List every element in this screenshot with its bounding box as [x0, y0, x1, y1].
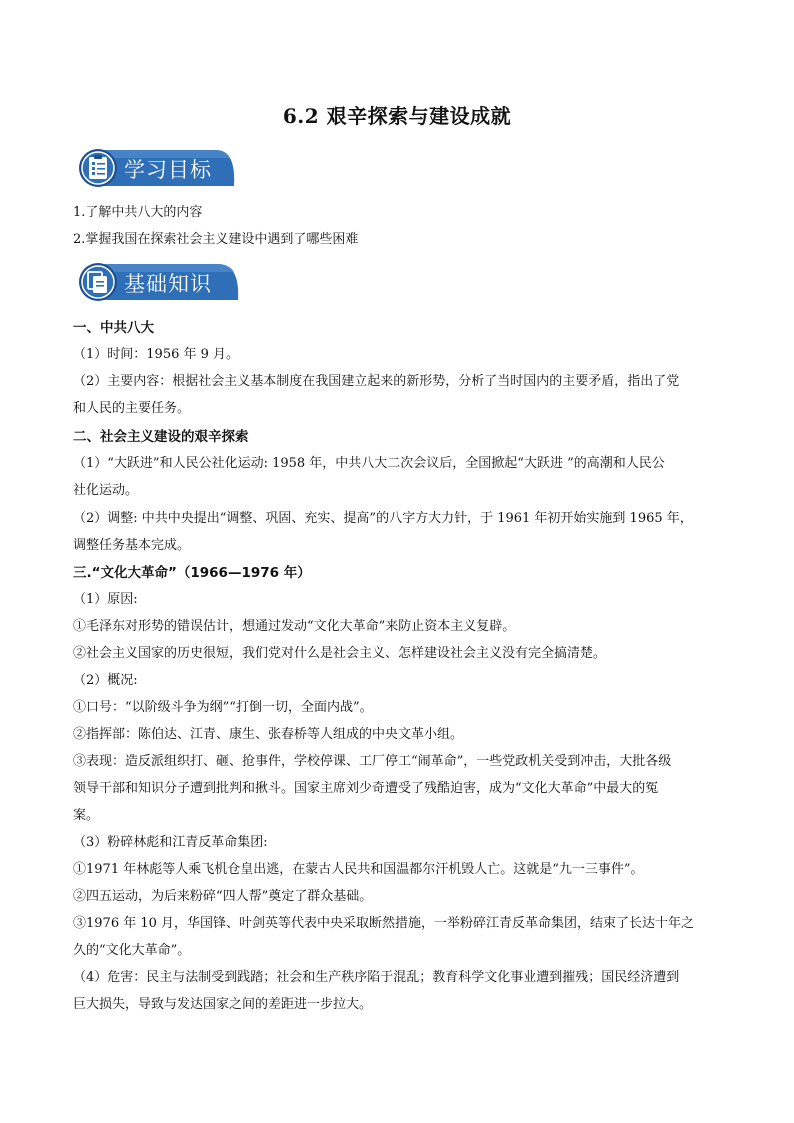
section-heading: 三.“文化大革命”（1966—1976 年） [73, 565, 311, 581]
paragraph: ①口号：“以阶级斗争为纲”“打倒一切，全面内战”。 [73, 700, 373, 715]
paragraph: （4）危害：民主与法制受到践踏；社会和生产秩序陷于混乱；教育科学文化事业遭到摧残；国民经济遭到 [73, 970, 680, 985]
paragraph: 领导干部和知识分子遭到批判和揪斗。国家主席刘少奇遭受了残酷迫害，成为“文化大革命”中最大的冤 [73, 781, 659, 796]
paragraph: 久的“文化大革命”。 [73, 943, 191, 958]
paragraph: ②四五运动，为后来粉碎“四人帮”奠定了群众基础。 [73, 889, 373, 904]
goal-item: 1.了解中共八大的内容 [73, 205, 203, 220]
paragraph: 巨大损失，导致与发达国家之间的差距进一步拉大。 [73, 997, 373, 1012]
paragraph: ①1971 年林彪等人乘飞机仓皇出逃，在蒙古人民共和国温都尔汗机毁人亡。这就是“九一三事件”。 [73, 862, 644, 877]
goal-item: 2.掌握我国在探索社会主义建设中遇到了哪些困难 [73, 232, 359, 247]
paragraph: 案。 [73, 808, 100, 823]
knowledge-banner-label: 基础知识 [124, 272, 212, 296]
goals-banner-label: 学习目标 [124, 158, 212, 182]
clipboard-icon [89, 155, 107, 179]
paragraph: ①毛泽东对形势的错误估计，想通过发动“文化大革命”来防止资本主义复辟。 [73, 619, 516, 634]
goals-banner [78, 148, 236, 188]
paragraph: （2）概况: [73, 673, 138, 688]
paragraph: 调整任务基本完成。 [73, 538, 191, 553]
paragraph: （2）调整: 中共中央提出“调整、巩固、充实、提高”的八字方大力针，于 1961 年初开始实施到 1965 年， [73, 511, 693, 526]
paragraph: 社化运动。 [73, 483, 139, 498]
section-heading: 一、中共八大 [73, 320, 154, 336]
paragraph: （3）粉碎林彪和江青反革命集团: [73, 835, 268, 850]
page-title: 6.2 艰辛探索与建设成就 [282, 104, 512, 128]
paragraph: ③1976 年 10 月，华国锋、叶剑英等代表中央采取断然措施，一举粉碎江青反革命集团，结束了长达十年之 [73, 916, 695, 931]
paragraph: （1）时间：1956 年 9 月。 [73, 347, 240, 362]
paragraph: （2）主要内容：根据社会主义基本制度在我国建立起来的新形势，分析了当时国内的主要矛盾，指出了党 [73, 374, 680, 389]
section-heading: 二、社会主义建设的艰辛探索 [73, 429, 249, 445]
paragraph: （1）“大跃进”和人民公社化运动: 1958 年，中共八大二次会议后，全国掀起“大跃进 ”的高潮和人民公 [73, 456, 665, 471]
paragraph: ②指挥部：陈伯达、江青、康生、张春桥等人组成的中央文革小组。 [73, 727, 464, 742]
knowledge-banner [78, 262, 240, 302]
paragraph: ③表现：造反派组织打、砸、抢事件，学校停课、工厂停工“闹革命”，一些党政机关受到冲击，大批各级 [73, 754, 672, 769]
paragraph: ②社会主义国家的历史很短，我们党对什么是社会主义、怎样建设社会主义没有完全搞清楚。 [73, 646, 607, 661]
paragraph: 和人民的主要任务。 [73, 401, 191, 416]
paragraph: （1）原因: [73, 592, 138, 607]
